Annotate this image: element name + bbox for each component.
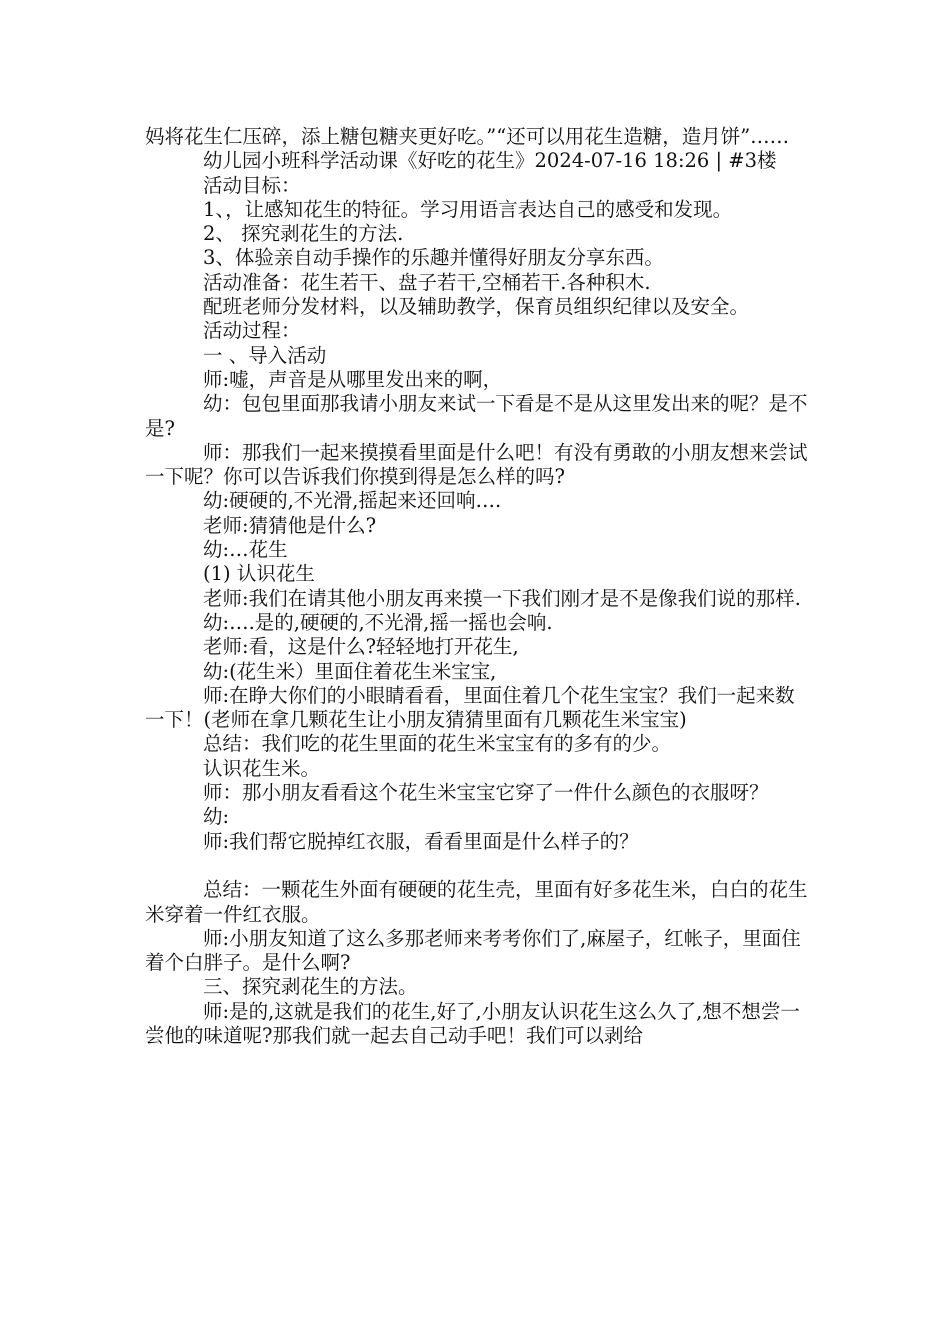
paragraph: 配班老师分发材料，以及辅助教学，保育员组织纪律以及安全。 <box>203 295 750 319</box>
paragraph: 妈将花生仁压碎，添上糖包糖夹更好吃。”“还可以用花生造糖，造月饼”…… <box>145 125 790 148</box>
paragraph: 师:小朋友知道了这么多那老师来考考你们了,麻屋子，红帐子，里面住着个白胖子。是什么啊? <box>145 926 801 975</box>
document-page <box>145 125 810 1048</box>
paragraph: 幼:硬硬的,不光滑,摇起来还回响…. <box>203 489 502 513</box>
paragraph: 总结：我们吃的花生里面的花生米宝宝有的多有的少。 <box>203 732 672 756</box>
paragraph: 活动过程： <box>203 319 301 343</box>
paragraph: 师:嘘，声音是从哪里发出来的啊， <box>203 367 503 391</box>
paragraph: 一 、导入活动 <box>203 343 327 367</box>
paragraph: 师：那小朋友看看这个花生米宝宝它穿了一件什么颜色的衣服呀？ <box>203 781 769 805</box>
paragraph: 老师:看，这是什么?轻轻地打开花生, <box>203 635 519 659</box>
paragraph: 幼儿园小班科学活动课《好吃的花生》2024-07-16 18:26 | #3楼 <box>203 149 777 173</box>
paragraph: 2、 探究剥花生的方法. <box>203 222 404 246</box>
paragraph: 幼:….是的,硬硬的,不光滑,摇一摇也会响. <box>203 610 553 634</box>
paragraph: 幼:…花生 <box>203 538 288 562</box>
paragraph: 总结：一颗花生外面有硬硬的花生壳，里面有好多花生米，白白的花生米穿着一件红衣服。 <box>145 878 808 926</box>
paragraph: 师:我们帮它脱掉红衣服，看看里面是什么样子的？ <box>203 829 639 853</box>
paragraph: 1、，让感知花生的特征。学习用语言表达自己的感受和发现。 <box>203 197 733 221</box>
paragraph: 师：那我们一起来摸摸看里面是什么吧！有没有勇敢的小朋友想来尝试一下呢？你可以告诉我们你摸到得是怎么样的吗? <box>145 440 808 489</box>
paragraph: (1) 认识花生 <box>203 562 315 586</box>
paragraph: 幼: <box>203 805 230 829</box>
paragraph: 幼：包包里面那我请小朋友来试一下看是不是从这里发出来的呢？是不是? <box>145 392 808 440</box>
paragraph: 老师:猜猜他是什么? <box>203 513 377 537</box>
paragraph: 认识花生米。 <box>203 756 321 780</box>
paragraph: 活动目标： <box>203 173 301 197</box>
paragraph: 幼:(花生米）里面住着花生米宝宝, <box>203 659 497 683</box>
paragraph: 老师:我们在请其他小朋友再来摸一下我们刚才是不是像我们说的那样. <box>203 586 801 610</box>
paragraph: 三、探究剥花生的方法。 <box>203 975 418 999</box>
paragraph: 师:在睁大你们的小眼睛看看，里面住着几个花生宝宝？我们一起来数一下！(老师在拿几颗花生让小朋友猜猜里面有几颗花生米宝宝) <box>145 683 795 732</box>
paragraph: 师:是的,这就是我们的花生,好了,小朋友认识花生这么久了,想不想尝一尝他的味道呢?那我们就一起去自己动手吧！我们可以剥给 <box>145 999 800 1047</box>
paragraph <box>145 854 810 878</box>
paragraph: 活动准备：花生若干、盘子若干,空桶若干.各种积木. <box>203 270 651 294</box>
paragraph: 3、体验亲自动手操作的乐趣并懂得好朋友分享东西。 <box>203 246 664 270</box>
